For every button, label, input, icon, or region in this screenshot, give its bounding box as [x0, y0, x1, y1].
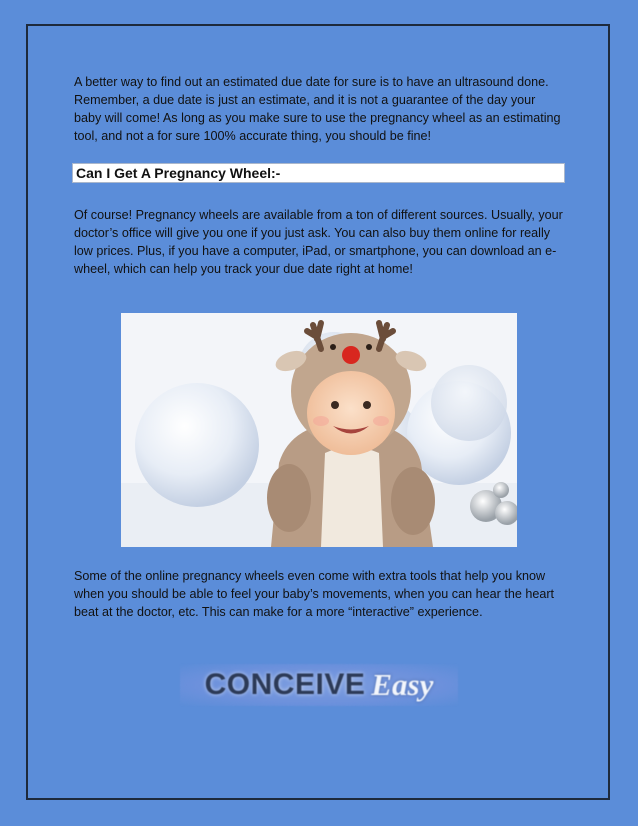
logo-main-text: CONCEIVE — [204, 668, 366, 701]
conceive-easy-logo — [180, 664, 458, 706]
answer-paragraph: Of course! Pregnancy wheels are available from a ton of different sources. Usually, your doctor’s office will give you one if you just ask. You can also buy them online for really low prices. Plus, if you have a computer, iPad, or smartphone, you can download an e-wheel, which can help you track your due date right at home! — [74, 208, 563, 276]
online-tools-paragraph: Some of the online pregnancy wheels even come with extra tools that help you know when you should be able to feel your baby’s movements, when you can hear the heart beat at the doctor, etc. This can make for a more “interactive” experience. — [74, 569, 555, 619]
logo-accent-text: Easy — [371, 667, 434, 702]
section-heading-box — [72, 163, 565, 183]
section-heading: Can I Get A Pregnancy Wheel:- — [76, 165, 281, 181]
baby-photo — [121, 313, 517, 547]
intro-paragraph: A better way to find out an estimated due date for sure is to have an ultrasound done. Remember, a due date is just an estimate, and it is not a guarantee of the day your baby will come! As long as you make sure to use the pregnancy wheel as an estimating tool, and not a for sure 100% accurate thing, you should be fine! — [74, 75, 561, 143]
